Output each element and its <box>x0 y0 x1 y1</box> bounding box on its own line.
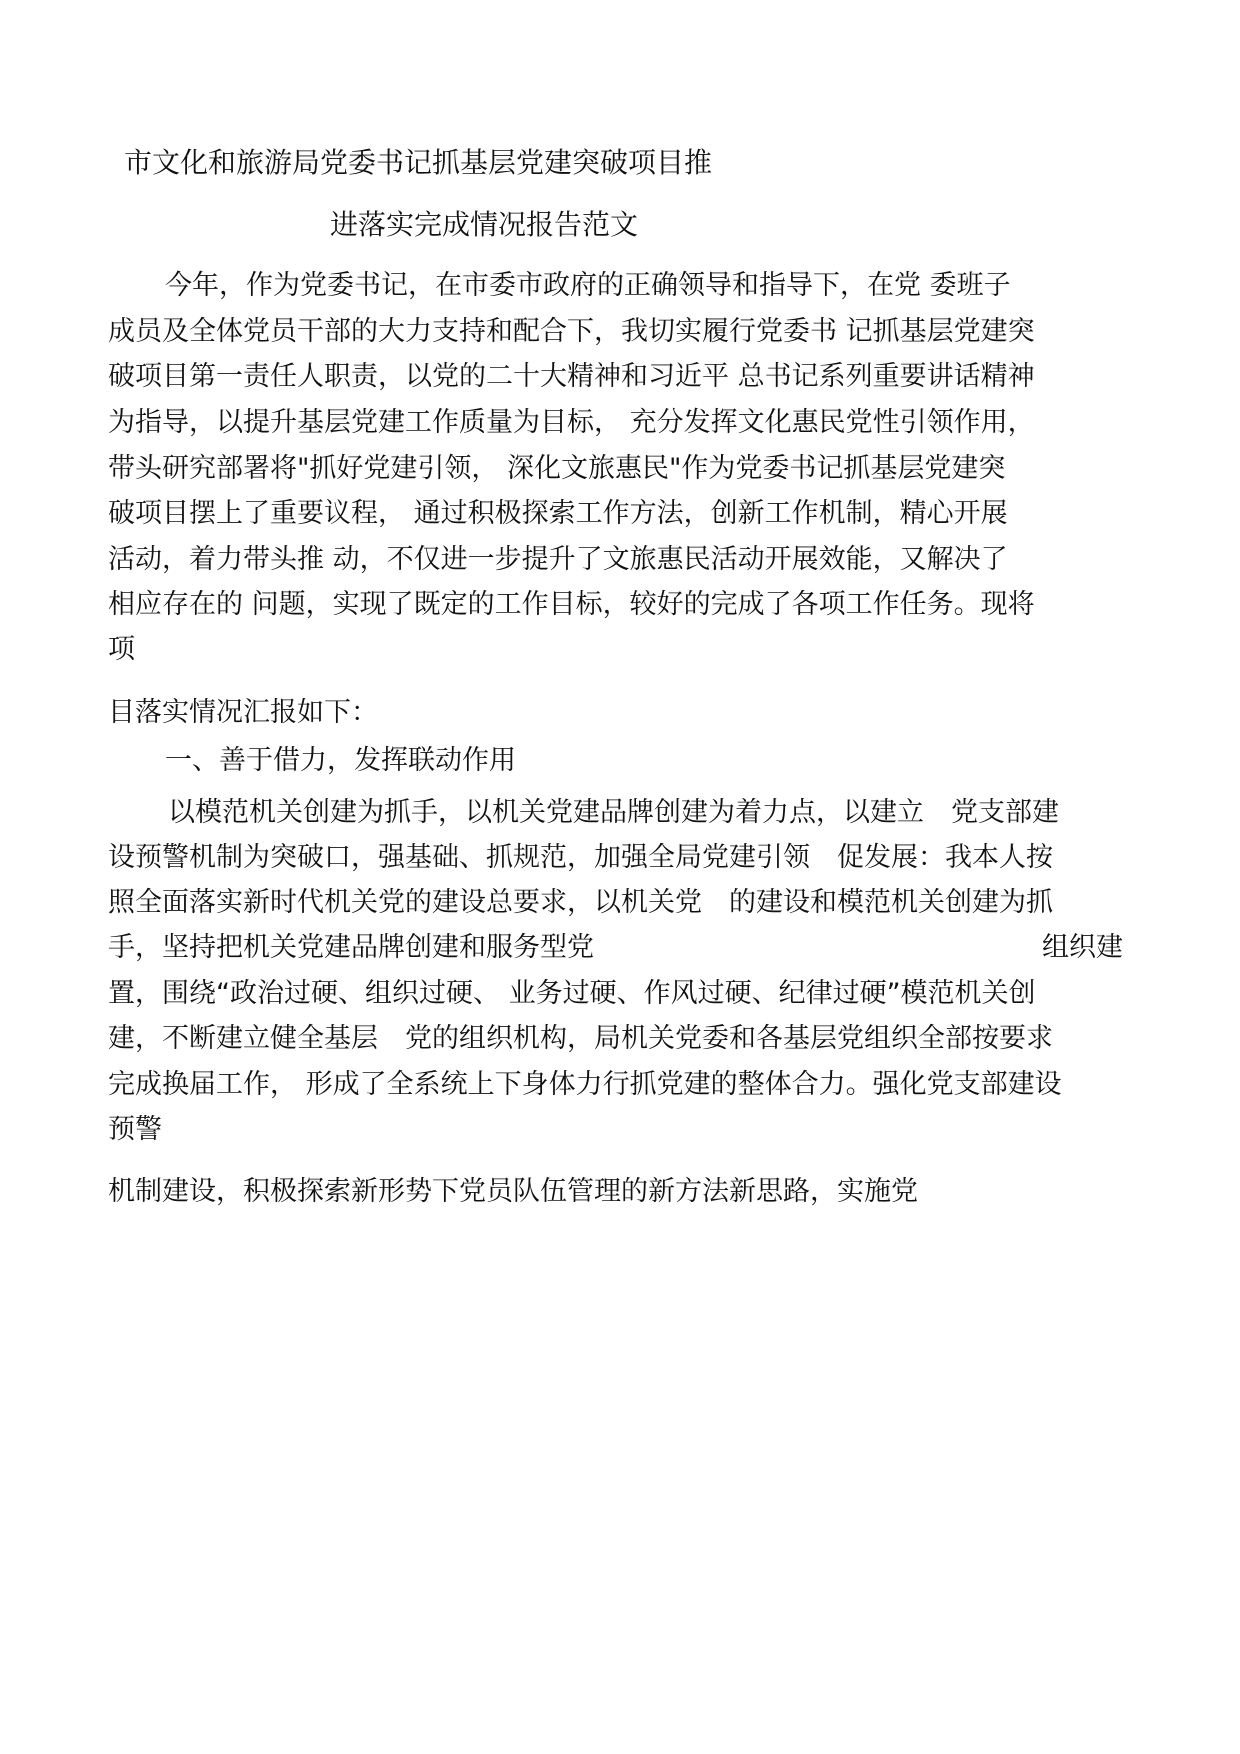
paragraph-2-line: 以模范机关创建为抓手，以机关党建品牌创建为着力点，以建立 党支部建 <box>168 797 1059 828</box>
document-title-line-1: 市文化和旅游局党委书记抓基层党建突破项目推 <box>124 146 713 179</box>
paragraph-2-line: 设预警机制为突破口，强基础、抓规范，加强全局党建引领 促发展：我本人按 <box>108 842 1053 873</box>
paragraph-2-line: 手，坚持把机关党建品牌创建和服务型党 <box>108 932 594 963</box>
paragraph-1-line: 破项目摆上了重要议程， 通过积极探索工作方法，创新工作机制，精心开展 <box>108 498 1008 529</box>
paragraph-2-line: 完成换届工作， 形成了全系统上下身体力行抓党建的整体合力。强化党支部建设 <box>108 1069 1062 1100</box>
paragraph-1-line: 带头研究部署将"抓好党建引领， 深化文旅惠民"作为党委书记抓基层党建突 <box>108 453 1006 484</box>
paragraph-2-line: 预警 <box>108 1114 162 1145</box>
paragraph-2-line: 照全面落实新时代机关党的建设总要求，以机关党 的建设和模范机关创建为抓 <box>108 887 1053 918</box>
paragraph-1-line: 破项目第一责任人职责，以党的二十大精神和习近平 总书记系列重要讲话精神 <box>108 361 1035 392</box>
paragraph-1-line: 活动，着力带头推 动，不仅进一步提升了文旅惠民活动开展效能，又解决了 <box>108 544 1008 575</box>
paragraph-1-line: 成员及全体党员干部的大力支持和配合下，我切实履行党委书 记抓基层党建突 <box>108 316 1035 347</box>
paragraph-2-line: 建，不断建立健全基层 党的组织机构，局机关党委和各基层党组织全部按要求 <box>108 1023 1053 1054</box>
section-1-heading: 一、善于借力，发挥联动作用 <box>165 745 516 776</box>
paragraph-2-overflow: 组织建 <box>1042 932 1123 963</box>
paragraph-1-line: 今年，作为党委书记，在市委市政府的正确领导和指导下，在党 委班子 <box>165 270 1011 301</box>
paragraph-1-line: 项 <box>108 634 135 665</box>
paragraph-1-line: 相应存在的 问题，实现了既定的工作目标，较好的完成了各项工作任务。现将 <box>108 589 1035 620</box>
document-title-line-2: 进落实完成情况报告范文 <box>330 208 639 241</box>
paragraph-1-end: 目落实情况汇报如下： <box>108 697 378 728</box>
paragraph-1-line: 为指导，以提升基层党建工作质量为目标， 充分发挥文化惠民党性引领作用， <box>108 407 1035 438</box>
paragraph-3-line: 机制建设，积极探索新形势下党员队伍管理的新方法新思路，实施党 <box>108 1176 918 1207</box>
paragraph-2-line: 置，围绕“政治过硬、组织过硬、 业务过硬、作风过硬、纪律过硬”模范机关创 <box>108 978 1036 1009</box>
